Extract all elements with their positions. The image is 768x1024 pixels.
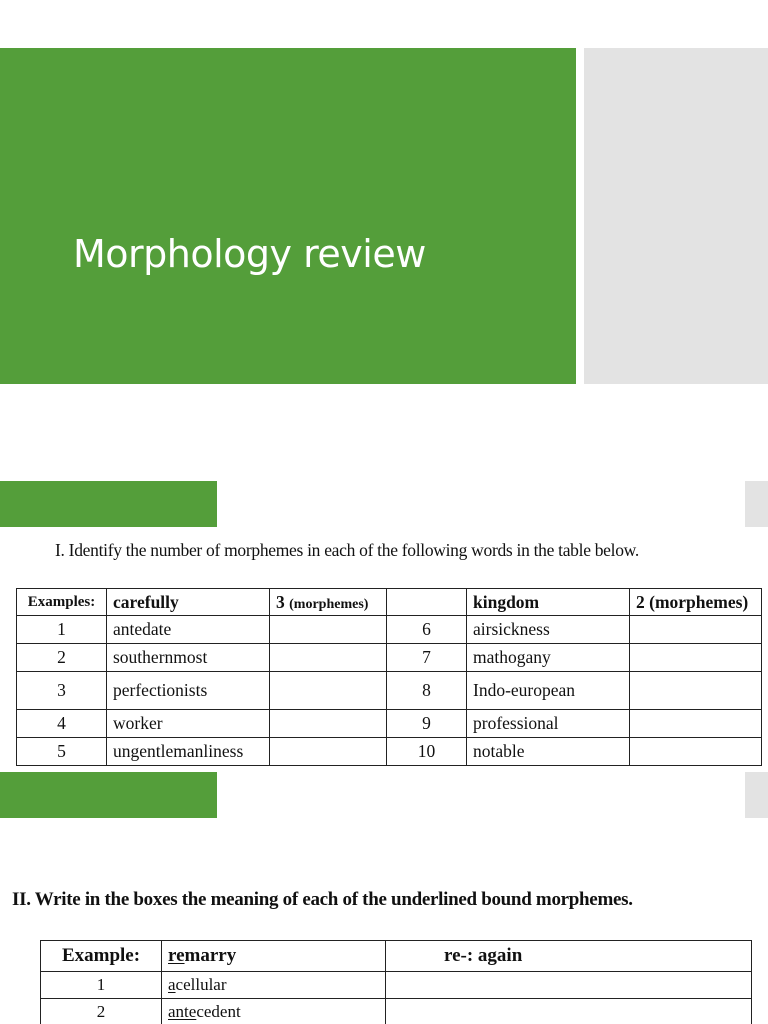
examples-label: Examples: [17, 589, 107, 616]
answer-cell[interactable] [386, 972, 752, 999]
table-row [17, 616, 762, 644]
item-word: mathogany [467, 644, 630, 672]
answer-cell[interactable] [630, 738, 762, 766]
section-1-grey-strip [745, 481, 768, 527]
underlined-morpheme: ante [168, 1002, 197, 1021]
answer-cell[interactable] [630, 710, 762, 738]
item-word [162, 972, 386, 999]
example-count-2 [630, 589, 762, 616]
answer-cell[interactable] [270, 738, 387, 766]
answer-cell[interactable] [270, 710, 387, 738]
example-count-1 [270, 589, 387, 616]
item-number: 6 [387, 616, 467, 644]
example-count-2-num: 2 [636, 591, 645, 612]
item-number: 1 [17, 616, 107, 644]
example-word [162, 941, 386, 972]
example-word-1: carefully [107, 589, 270, 616]
item-number: 3 [17, 672, 107, 710]
answer-cell[interactable] [270, 616, 387, 644]
item-word: worker [107, 710, 270, 738]
answer-cell[interactable] [270, 672, 387, 710]
word-rest: cedent [196, 1002, 241, 1021]
item-number: 2 [41, 999, 162, 1024]
title-banner [0, 48, 576, 384]
example-label: Example: [41, 941, 162, 972]
item-word: Indo-european [467, 672, 630, 710]
side-panel [584, 48, 768, 384]
item-word: airsickness [467, 616, 630, 644]
example-word-2: kingdom [467, 589, 630, 616]
item-word: ungentlemanliness [107, 738, 270, 766]
item-number: 5 [17, 738, 107, 766]
item-number: 4 [17, 710, 107, 738]
table-row [41, 999, 752, 1024]
item-word [162, 999, 386, 1024]
section-2-green-strip [0, 772, 217, 818]
empty-cell [387, 589, 467, 616]
bound-morpheme-table [40, 940, 752, 1024]
example-count-2-unit: (morphemes) [649, 591, 749, 612]
table-row [17, 672, 762, 710]
example-count-1-num: 3 [276, 591, 285, 612]
item-number: 7 [387, 644, 467, 672]
item-number: 10 [387, 738, 467, 766]
slide-title: Morphology review [73, 232, 426, 276]
item-word: antedate [107, 616, 270, 644]
table-row [17, 710, 762, 738]
example-count-1-unit: (morphemes) [289, 596, 369, 612]
underlined-morpheme: a [168, 975, 176, 994]
answer-cell[interactable] [630, 616, 762, 644]
section-2-instruction: II. Write in the boxes the meaning of each of the underlined bound morphemes. [12, 889, 633, 910]
section-2-grey-strip [745, 772, 768, 818]
table-header-row [41, 941, 752, 972]
word-rest: marry [184, 945, 237, 966]
table-row [41, 972, 752, 999]
table-row [17, 738, 762, 766]
section-1-instruction: I. Identify the number of morphemes in each of the following words in the table below. [55, 540, 639, 560]
item-number: 2 [17, 644, 107, 672]
answer-cell[interactable] [630, 672, 762, 710]
underlined-morpheme: re [168, 945, 185, 966]
item-word: notable [467, 738, 630, 766]
table-header-row [17, 589, 762, 616]
item-word: professional [467, 710, 630, 738]
answer-cell[interactable] [270, 644, 387, 672]
item-number: 8 [387, 672, 467, 710]
morpheme-count-table [16, 588, 762, 766]
item-word: southernmost [107, 644, 270, 672]
word-rest: cellular [175, 975, 227, 994]
section-1-green-strip [0, 481, 217, 527]
example-meaning: re-: again [386, 941, 752, 972]
item-number: 1 [41, 972, 162, 999]
item-number: 9 [387, 710, 467, 738]
answer-cell[interactable] [386, 999, 752, 1024]
item-word: perfectionists [107, 672, 270, 710]
answer-cell[interactable] [630, 644, 762, 672]
table-row [17, 644, 762, 672]
